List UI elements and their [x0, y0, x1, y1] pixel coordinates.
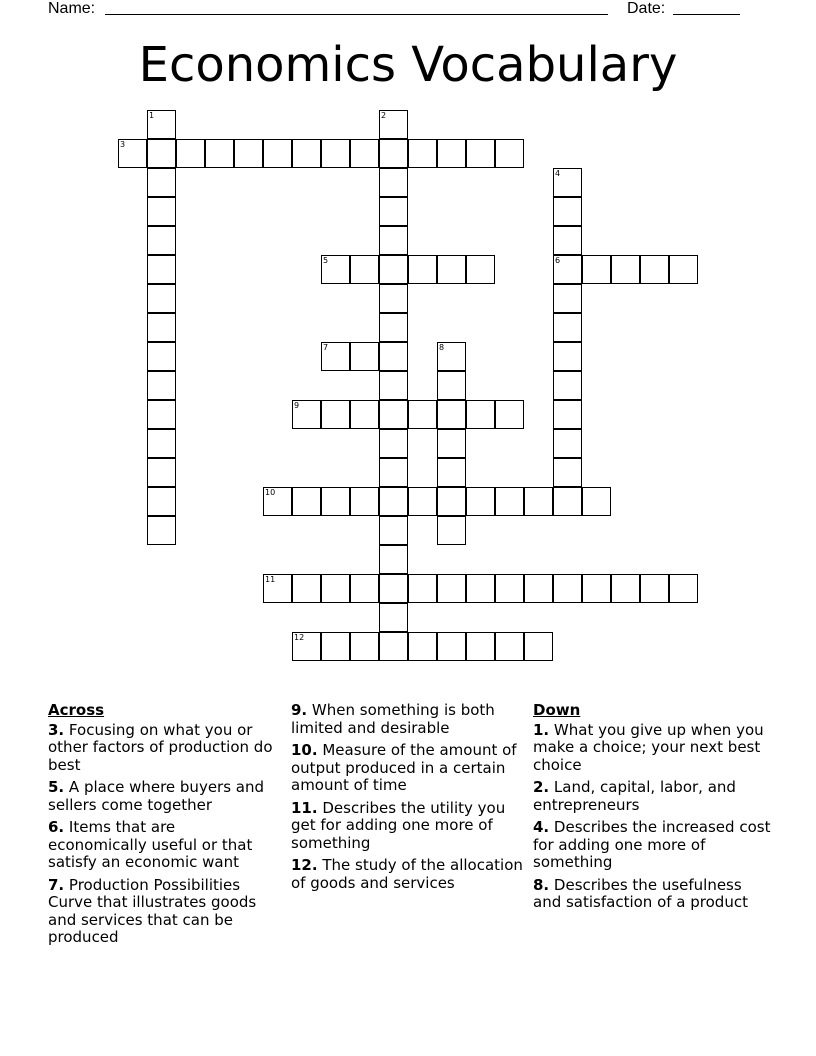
clue-text: Focusing on what you or other factors of production do best — [48, 720, 273, 774]
crossword-cell[interactable] — [379, 371, 408, 400]
crossword-cell[interactable] — [437, 574, 466, 603]
crossword-cell[interactable] — [205, 139, 234, 168]
crossword-cell[interactable] — [176, 139, 205, 168]
clue-number: 3. — [48, 720, 65, 739]
clue-column-2 — [291, 702, 523, 897]
crossword-cell[interactable] — [466, 139, 495, 168]
crossword-cell[interactable] — [379, 458, 408, 487]
clue-across-12 — [291, 857, 523, 892]
clue-number: 6. — [48, 818, 65, 836]
crossword-cell[interactable] — [466, 255, 495, 284]
clue-number-label: 6 — [555, 256, 561, 265]
crossword-cell[interactable] — [147, 110, 176, 139]
crossword-cell[interactable] — [495, 632, 524, 661]
clue-text: Describes the increased cost for adding one more of something — [533, 818, 771, 871]
date-label: Date: — [627, 0, 666, 17]
crossword-cell[interactable] — [524, 574, 553, 603]
clue-text: What you give up when you make a choice; your next best choice — [533, 720, 764, 774]
crossword-cell[interactable] — [379, 110, 408, 139]
clue-text: When something is both limited and desirable — [291, 701, 495, 737]
clue-number-label: 8 — [439, 343, 445, 352]
crossword-cell[interactable] — [379, 139, 408, 168]
across-heading: Across — [48, 701, 105, 719]
clue-number: 5. — [48, 778, 65, 796]
crossword-cell[interactable] — [379, 226, 408, 255]
clue-number: 12. — [291, 856, 318, 874]
crossword-cell[interactable] — [408, 139, 437, 168]
crossword-cell[interactable] — [292, 400, 321, 429]
clue-number: 8. — [533, 875, 550, 894]
crossword-cell[interactable] — [321, 487, 350, 516]
crossword-cell[interactable] — [379, 516, 408, 545]
crossword-cell[interactable] — [147, 226, 176, 255]
clue-across-6 — [48, 819, 273, 872]
crossword-cell[interactable] — [466, 400, 495, 429]
crossword-cell[interactable] — [611, 255, 640, 284]
crossword-cell[interactable] — [379, 168, 408, 197]
crossword-cell[interactable] — [234, 139, 263, 168]
clue-down-2 — [533, 779, 773, 814]
crossword-cell[interactable] — [147, 371, 176, 400]
crossword-cell[interactable] — [350, 139, 379, 168]
clue-across-11 — [291, 800, 523, 853]
clue-number: 9. — [291, 701, 308, 719]
crossword-cell[interactable] — [553, 313, 582, 342]
crossword-cell[interactable] — [437, 458, 466, 487]
crossword-cell[interactable] — [437, 371, 466, 400]
crossword-cell[interactable] — [640, 255, 669, 284]
crossword-cell[interactable] — [553, 226, 582, 255]
crossword-cell[interactable] — [292, 139, 321, 168]
crossword-cell[interactable] — [147, 429, 176, 458]
crossword-cell[interactable] — [437, 632, 466, 661]
crossword-cell[interactable] — [553, 168, 582, 197]
crossword-cell[interactable] — [669, 255, 698, 284]
crossword-cell[interactable] — [553, 255, 582, 284]
crossword-cell[interactable] — [321, 255, 350, 284]
clue-number: 4. — [533, 818, 550, 836]
crossword-cell[interactable] — [321, 342, 350, 371]
crossword-cell[interactable] — [147, 516, 176, 545]
crossword-cell[interactable] — [524, 632, 553, 661]
crossword-cell[interactable] — [437, 516, 466, 545]
crossword-cell[interactable] — [379, 400, 408, 429]
crossword-cell[interactable] — [147, 313, 176, 342]
crossword-cell[interactable] — [147, 197, 176, 226]
name-label: Name: — [48, 0, 96, 17]
clue-across-5 — [48, 779, 273, 814]
crossword-cell[interactable] — [147, 400, 176, 429]
crossword-cell[interactable] — [147, 255, 176, 284]
crossword-cell[interactable] — [379, 342, 408, 371]
crossword-cell[interactable] — [147, 487, 176, 516]
crossword-cell[interactable] — [350, 255, 379, 284]
crossword-cell[interactable] — [147, 342, 176, 371]
crossword-cell[interactable] — [553, 197, 582, 226]
crossword-cell[interactable] — [495, 574, 524, 603]
crossword-cell[interactable] — [408, 255, 437, 284]
clue-number: 7. — [48, 875, 65, 894]
crossword-cell[interactable] — [437, 429, 466, 458]
crossword-cell[interactable] — [495, 139, 524, 168]
crossword-cell[interactable] — [495, 400, 524, 429]
clue-number: 11. — [291, 798, 318, 817]
crossword-cell[interactable] — [147, 139, 176, 168]
clue-down-4 — [533, 819, 773, 872]
page-title: Economics Vocabulary — [138, 37, 678, 93]
clue-number-label: 5 — [323, 256, 329, 265]
clue-number-label: 11 — [265, 575, 276, 584]
clue-text: Measure of the amount of output produced in a certain amount of time — [291, 741, 517, 794]
crossword-cell[interactable] — [408, 574, 437, 603]
crossword-cell[interactable] — [408, 632, 437, 661]
crossword-cell[interactable] — [147, 168, 176, 197]
clue-text: Items that are economically useful or that satisfy an economic want — [48, 818, 253, 871]
crossword-cell[interactable] — [437, 139, 466, 168]
clue-text: Describes the usefulness and satisfaction of a product — [533, 875, 748, 911]
crossword-cell[interactable] — [379, 632, 408, 661]
clue-number: 2. — [533, 778, 550, 796]
crossword-cell[interactable] — [321, 632, 350, 661]
crossword-cell[interactable] — [263, 139, 292, 168]
clue-column-3 — [533, 702, 773, 917]
crossword-cell[interactable] — [437, 342, 466, 371]
crossword-cell[interactable] — [379, 255, 408, 284]
crossword-cell[interactable] — [379, 574, 408, 603]
crossword-cell[interactable] — [350, 342, 379, 371]
crossword-cell[interactable] — [553, 400, 582, 429]
crossword-cell[interactable] — [379, 603, 408, 632]
crossword-cell[interactable] — [466, 574, 495, 603]
crossword-cell[interactable] — [292, 632, 321, 661]
clue-across-9 — [291, 702, 523, 737]
crossword-cell[interactable] — [553, 487, 582, 516]
crossword-cell[interactable] — [263, 487, 292, 516]
clue-down-1 — [533, 722, 773, 775]
crossword-cell[interactable] — [408, 487, 437, 516]
crossword-cell[interactable] — [582, 487, 611, 516]
clue-down-8 — [533, 877, 773, 912]
crossword-cell[interactable] — [466, 487, 495, 516]
clue-column-1 — [48, 702, 273, 952]
crossword-cell[interactable] — [495, 487, 524, 516]
crossword-cell[interactable] — [640, 574, 669, 603]
crossword-cell[interactable] — [350, 400, 379, 429]
crossword-cell[interactable] — [379, 429, 408, 458]
crossword-cell[interactable] — [292, 487, 321, 516]
crossword-cell[interactable] — [292, 574, 321, 603]
crossword-cell[interactable] — [321, 139, 350, 168]
clue-across-10 — [291, 742, 523, 795]
down-heading: Down — [533, 701, 581, 719]
crossword-cell[interactable] — [437, 487, 466, 516]
crossword-cell[interactable] — [553, 371, 582, 400]
crossword-cell[interactable] — [582, 255, 611, 284]
crossword-cell[interactable] — [553, 429, 582, 458]
crossword-cell[interactable] — [553, 574, 582, 603]
clue-across-7 — [48, 877, 273, 947]
crossword-cell[interactable] — [321, 400, 350, 429]
clue-text: Describes the utility you get for adding one more of something — [291, 798, 506, 852]
crossword-cell[interactable] — [350, 574, 379, 603]
clue-across-3 — [48, 722, 273, 775]
clue-number: 10. — [291, 741, 318, 759]
crossword-cell[interactable] — [408, 400, 437, 429]
crossword-cell[interactable] — [379, 197, 408, 226]
crossword-cell[interactable] — [553, 284, 582, 313]
clue-number-label: 9 — [294, 401, 300, 410]
clue-number-label: 12 — [294, 633, 305, 642]
clue-number-label: 7 — [323, 343, 329, 352]
clue-text: Production Possibilities Curve that illustrates goods and services that can be produced — [48, 875, 257, 946]
clue-number-label: 4 — [555, 169, 561, 178]
crossword-cell[interactable] — [379, 545, 408, 574]
clue-text: A place where buyers and sellers come together — [48, 778, 265, 814]
crossword-cell[interactable] — [379, 313, 408, 342]
crossword-cell[interactable] — [379, 487, 408, 516]
crossword-cell[interactable] — [611, 574, 640, 603]
crossword-cell[interactable] — [118, 139, 147, 168]
clue-number-label: 3 — [120, 140, 126, 149]
clue-number: 1. — [533, 720, 550, 739]
crossword-cell[interactable] — [350, 632, 379, 661]
crossword-cell[interactable] — [437, 400, 466, 429]
crossword-cell[interactable] — [553, 458, 582, 487]
clue-number-label: 2 — [381, 111, 387, 120]
crossword-cell[interactable] — [147, 284, 176, 313]
crossword-cell[interactable] — [379, 284, 408, 313]
crossword-cell[interactable] — [437, 255, 466, 284]
crossword-cell[interactable] — [553, 342, 582, 371]
clue-number-label: 1 — [149, 111, 155, 120]
crossword-cell[interactable] — [321, 574, 350, 603]
crossword-cell[interactable] — [350, 487, 379, 516]
clue-text: The study of the allocation of goods and services — [291, 856, 523, 892]
crossword-cell[interactable] — [147, 458, 176, 487]
crossword-cell[interactable] — [582, 574, 611, 603]
crossword-cell[interactable] — [669, 574, 698, 603]
clue-text: Land, capital, labor, and entrepreneurs — [533, 778, 736, 814]
crossword-cell[interactable] — [524, 487, 553, 516]
crossword-cell[interactable] — [263, 574, 292, 603]
clue-number-label: 10 — [265, 488, 276, 497]
crossword-cell[interactable] — [466, 632, 495, 661]
